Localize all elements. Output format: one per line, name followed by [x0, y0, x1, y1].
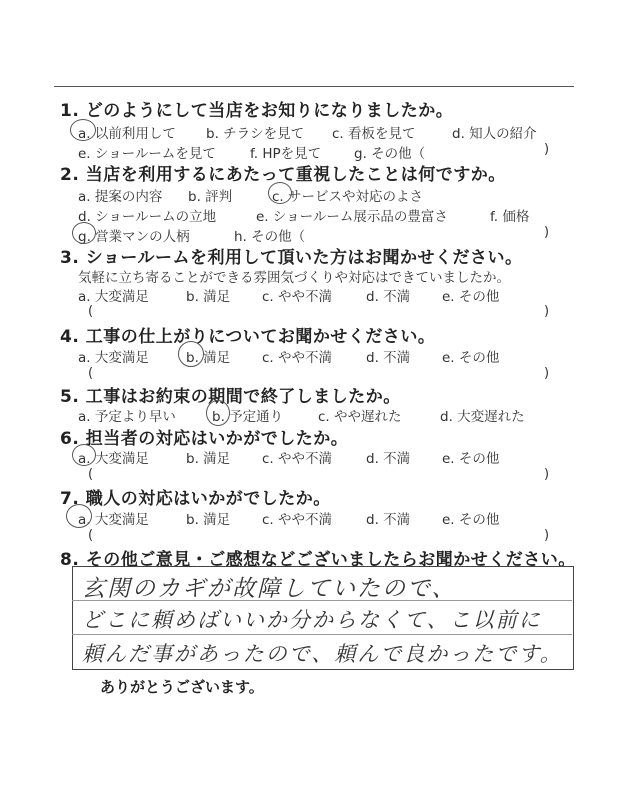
q2-option-d[interactable]: d. ショールームの立地: [78, 209, 217, 225]
q7-open-paren: (: [88, 528, 94, 543]
answer-circle-mark: [268, 182, 292, 204]
q2-option-e[interactable]: e. ショールーム展示品の豊富さ: [256, 209, 448, 225]
answer-circle-mark: [72, 444, 96, 466]
q7-option-a[interactable]: a. 大変満足: [78, 512, 149, 528]
q1-close-paren: ): [544, 142, 550, 157]
q3-subtitle: 気軽に立ち寄ることができる雰囲気づくりや対応はできていましたか。: [78, 270, 510, 286]
q3-option-e[interactable]: e. その他: [442, 289, 500, 305]
q4-open-paren: (: [88, 366, 94, 381]
q7-option-d[interactable]: d. 不満: [366, 512, 411, 528]
q2-option-b[interactable]: b. 評判: [188, 189, 233, 205]
q4-option-a[interactable]: a. 大変満足: [78, 350, 149, 366]
question-1-title: 1. どのようにして当店をお知りになりましたか。: [60, 101, 454, 121]
q4-option-b[interactable]: b. 満足: [186, 350, 231, 366]
q2-option-h[interactable]: h. その他（: [234, 229, 306, 245]
q3-open-paren: (: [88, 304, 94, 319]
answer-circle-mark: [66, 504, 92, 528]
question-4-title: 4. 工事の仕上がりについてお聞かせください。: [60, 327, 436, 347]
q5-option-d[interactable]: d. 大変遅れた: [440, 409, 525, 425]
q6-option-a[interactable]: a. 大変満足: [78, 451, 149, 467]
q3-option-a[interactable]: a. 大変満足: [78, 289, 149, 305]
q7-option-c[interactable]: c. やや不満: [262, 512, 333, 528]
question-3-title: 3. ショールームを利用して頂いた方はお聞かせください。: [60, 248, 523, 268]
q7-option-b[interactable]: b. 満足: [186, 512, 231, 528]
q2-option-g[interactable]: g. 営業マンの人柄: [78, 229, 190, 245]
q3-option-b[interactable]: b. 満足: [186, 289, 231, 305]
thanks-message: ありがとうございます。: [100, 678, 264, 696]
answer-circle-mark: [206, 400, 230, 426]
q1-option-d[interactable]: d. 知人の紹介: [452, 126, 537, 142]
q2-option-a[interactable]: a. 提案の内容: [78, 189, 163, 205]
q1-option-f[interactable]: f. HPを見て: [250, 146, 322, 162]
q2-option-f[interactable]: f. 価格: [490, 209, 530, 225]
question-6-title: 6. 担当者の対応はいかがでしたか。: [60, 429, 349, 449]
answer-circle-mark: [72, 222, 96, 244]
q4-option-e[interactable]: e. その他: [442, 350, 500, 366]
comment-line-1: 玄関のカギが故障していたので、: [82, 576, 457, 602]
q7-close-paren: ): [544, 528, 550, 543]
q5-option-b[interactable]: b. 予定通り: [212, 409, 284, 425]
q2-option-c[interactable]: c. サービスや対応のよさ: [272, 189, 424, 205]
q6-option-c[interactable]: c. やや不満: [262, 451, 333, 467]
question-7-title: 7. 職人の対応はいかがでしたか。: [60, 489, 331, 509]
q1-option-g[interactable]: g. その他（: [354, 146, 426, 162]
comment-line: [72, 634, 572, 635]
q6-option-e[interactable]: e. その他: [442, 451, 500, 467]
question-8-title: 8. その他ご意見・ご感想などございましたらお聞かせください。: [60, 550, 576, 570]
q5-option-c[interactable]: c. やや遅れた: [318, 409, 402, 425]
q3-option-c[interactable]: c. やや不満: [262, 289, 333, 305]
top-rule: [54, 86, 574, 87]
q6-option-d[interactable]: d. 不満: [366, 451, 411, 467]
q3-close-paren: ): [544, 304, 550, 319]
q2-close-paren: ): [544, 225, 550, 240]
q1-option-e[interactable]: e. ショールームを見て: [78, 146, 216, 162]
comment-line-2: どこに頼めばいいか分からなくて、こ以前に: [82, 608, 542, 632]
q4-close-paren: ): [544, 366, 550, 381]
q6-open-paren: (: [88, 467, 94, 482]
answer-circle-mark: [178, 341, 204, 367]
q3-option-d[interactable]: d. 不満: [366, 289, 411, 305]
q4-option-d[interactable]: d. 不満: [366, 350, 411, 366]
question-5-title: 5. 工事はお約束の期間で終了しましたか。: [60, 387, 401, 407]
q7-option-e[interactable]: e. その他: [442, 512, 500, 528]
q6-close-paren: ): [544, 467, 550, 482]
q1-option-c[interactable]: c. 看板を見て: [332, 126, 416, 142]
comment-line-3: 頼んだ事があったので、頼んで良かったです。: [82, 642, 563, 666]
q6-option-b[interactable]: b. 満足: [186, 451, 231, 467]
answer-circle-mark: [70, 119, 96, 141]
q1-option-a[interactable]: a. 以前利用して: [78, 126, 176, 142]
q5-option-a[interactable]: a. 予定より早い: [78, 409, 176, 425]
q1-option-b[interactable]: b. チラシを見て: [206, 126, 305, 142]
q4-option-c[interactable]: c. やや不満: [262, 350, 333, 366]
question-2-title: 2. 当店を利用するにあたって重視したことは何ですか。: [60, 165, 506, 185]
